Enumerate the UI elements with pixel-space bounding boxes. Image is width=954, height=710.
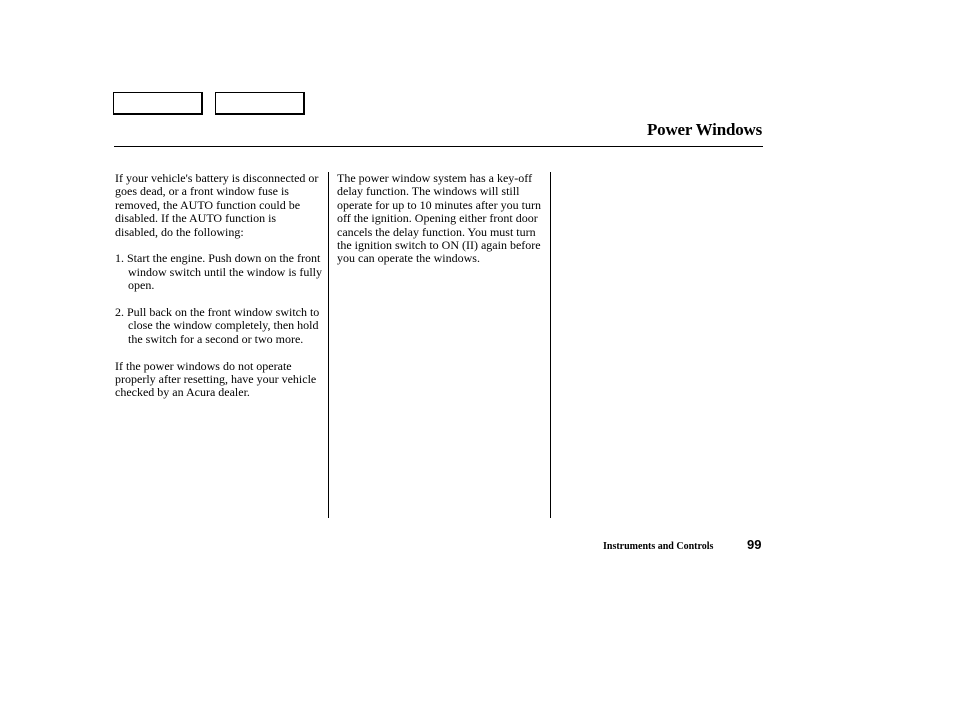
closing-paragraph: If the power windows do not operate properly after resetting, have your vehicle checked by an Acura dealer.: [115, 358, 317, 400]
nav-button-main-menu[interactable]: [113, 92, 203, 115]
nav-button-table-of-contents[interactable]: [215, 92, 305, 115]
column-divider-2: [550, 172, 551, 518]
step-1: 1. Start the engine. Push down on the front window switch until the window is fully open.: [115, 251, 322, 293]
step-2: 2. Pull back on the front window switch to close the window completely, then hold the switch for a second or two more.: [115, 305, 320, 346]
title-divider: [114, 146, 763, 147]
left-column: [115, 172, 322, 413]
page-number: 99: [747, 537, 762, 552]
column-divider-1: [328, 172, 329, 518]
delay-function-paragraph: The power window system has a key-off delay function. The windows will still operate for up to 10 minutes after you turn off the ignition. Opening either front door cancels the delay function. You must turn the ignition switch to ON (II) again before you can operate the windows.: [337, 171, 541, 266]
page-title: Power Windows: [646, 120, 762, 139]
footer-section-label: Instruments and Controls: [603, 541, 714, 552]
intro-paragraph: If your vehicle's battery is disconnected or goes dead, or a front window fuse is removed, the AUTO function could be disabled. If the AUTO function is disabled, do the following:: [115, 171, 319, 239]
right-column: [337, 172, 545, 279]
